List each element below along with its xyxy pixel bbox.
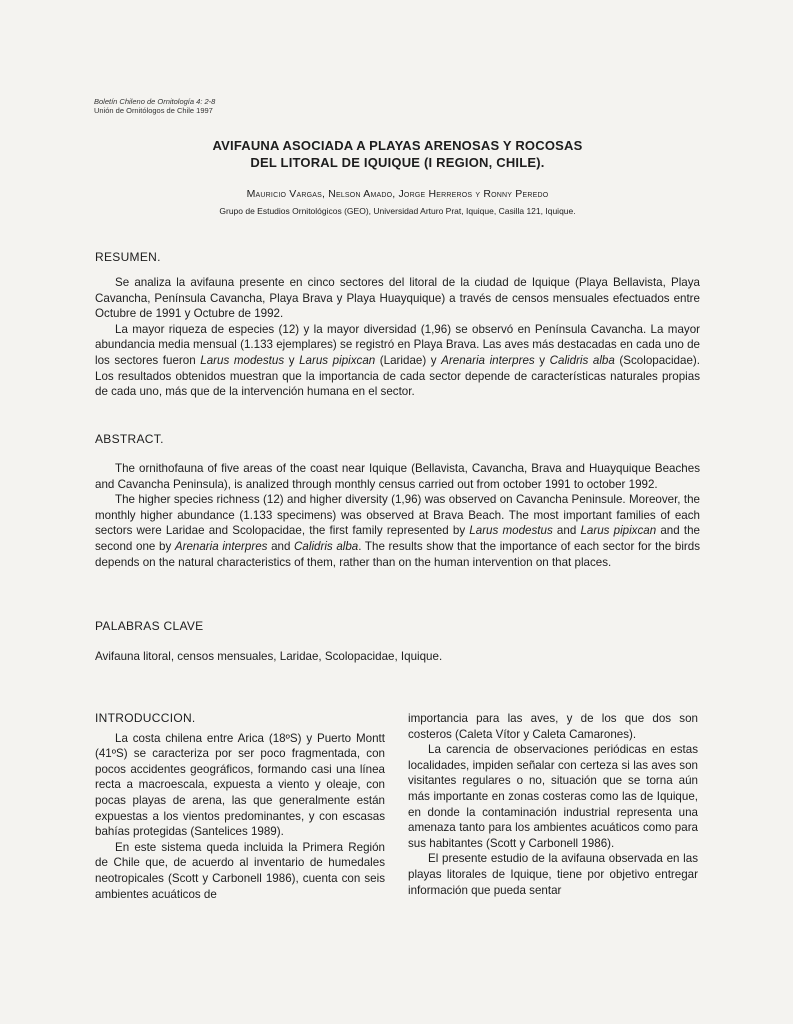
- resumen-body: [95, 275, 700, 400]
- journal-citation: [94, 97, 215, 115]
- intro-right-paragraph-0: importancia para las aves, y de los que dos son costeros (Caleta Vítor y Caleta Camarones).: [408, 712, 698, 741]
- keywords-text: Avifauna litoral, censos mensuales, Laridae, Scolopacidae, Iquique.: [95, 650, 443, 663]
- author-affiliation: Grupo de Estudios Ornitológicos (GEO), Universidad Arturo Prat, Iquique, Casilla 121, Iquique.: [219, 206, 576, 216]
- intro-left-column: [95, 711, 385, 902]
- paper-title: [120, 137, 675, 171]
- author-list: Mauricio Vargas, Nelson Amado, Jorge Herreros y Ronny Peredo: [246, 188, 549, 200]
- intro-left-paragraph-2: En este sistema queda incluida la Primera Región de Chile que, de acuerdo al inventario de humedales neotropicales (Scott y Carbonell 1986), cuenta con seis ambientes acuáticos de: [95, 840, 385, 901]
- title-line-2: DEL LITORAL DE IQUIQUE (I REGION, CHILE).: [250, 155, 545, 170]
- intro-heading: INTRODUCCION.: [95, 711, 196, 725]
- abstract-heading: ABSTRACT.: [95, 432, 164, 446]
- abstract-paragraph-1: The ornithofauna of five areas of the coast near Iquique (Bellavista, Cavancha, Brava and Huayquique Beaches and Cavancha Peninsula), is analized through monthly census carried out from october 1991 to october 1992.: [95, 462, 700, 491]
- resumen-paragraph-1: Se analiza la avifauna presente en cinco sectores del litoral de la ciudad de Iquique (Playa Bellavista, Playa Cavancha, Península Cavancha, Playa Brava y Playa Huayquique) a través de censos mensuales efectuados entre Octubre de 1991 y Octubre de 1992.: [95, 276, 700, 321]
- journal-line-1: Boletín Chileno de Ornitología 4: 2-8: [94, 97, 216, 106]
- keywords-heading: PALABRAS CLAVE: [95, 619, 204, 633]
- resumen-heading: RESUMEN.: [95, 250, 161, 264]
- abstract-body: [95, 461, 700, 570]
- title-line-1: AVIFAUNA ASOCIADA A PLAYAS ARENOSAS Y ROCOSAS: [212, 138, 583, 153]
- intro-left-paragraph-1: La costa chilena entre Arica (18ºS) y Puerto Montt (41ºS) se caracteriza por ser poco fragmentada, con pocos accidentes geográficos, formando casi una línea recta a macroescala, expuesta a viento y oleaje, con pocas playas de arena, las que generalmente están expuestas a los vientos predominantes, y con escasas bahías protegidas (Santelices 1989).: [95, 731, 385, 839]
- intro-right-paragraph-2: El presente estudio de la avifauna observada en las playas litorales de Iquique, tiene por objetivo entregar información que pueda sentar: [408, 852, 698, 897]
- resumen-paragraph-2: La mayor riqueza de especies (12) y la mayor diversidad (1,96) se observó en Península Cavancha. La mayor abundancia media mensual (1.133 ejemplares) se registró en Playa Brava. Las aves más destacadas en cada uno de los sectores fueron Larus modestus y Larus pipixcan (Laridae) y Arenaria interpres y Calidris alba (Scolopacidae). Los resultados obtenidos muestran que la importancia de cada sector depende de características naturales propias de cada uno, más que de la intervención humana en el sector.: [95, 322, 700, 399]
- intro-right-paragraph-1: La carencia de observaciones periódicas en estas localidades, impiden señalar con certeza si las aves son visitantes regulares o no, situación que se torna aún más importante en zonas costeras como las de Iquique, en donde la contaminación industrial representa una amenaza tanto para los ambientes acuáticos como para sus habitantes (Scott y Carbonell 1986).: [408, 743, 698, 850]
- intro-right-column: [408, 711, 698, 898]
- journal-line-2: Unión de Ornitólogos de Chile 1997: [94, 106, 213, 115]
- abstract-paragraph-2: The higher species richness (12) and higher diversity (1,96) was observed on Cavancha Peninsule. Moreover, the monthly higher abundance (1.133 specimens) was observed at Brava Beach. The most important families of each sectors were Laridae and Scolopacidae, the first family represented by Larus modestus and Larus pipixcan and the second one by Arenaria interpres and Calidris alba. The results show that the importance of each sector for the birds depends on the natural characteristics of them, rather than on the human intervention on that places.: [95, 493, 700, 569]
